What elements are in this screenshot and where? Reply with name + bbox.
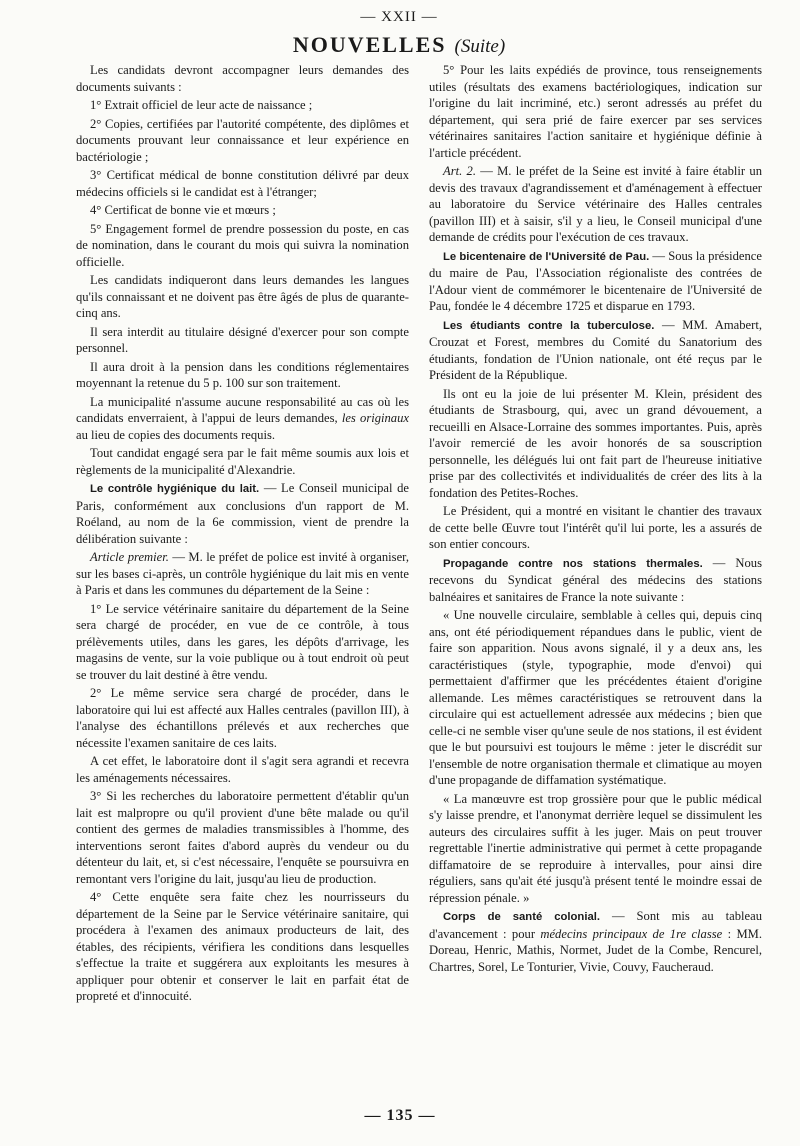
text: au lieu de copies des documents requis. <box>76 427 275 442</box>
italic-text: les originaux <box>341 411 409 425</box>
text: — Nous recevons du Syndicat général des médecins des stations balnéaires et sanitaires de France la note suivante : <box>429 555 762 604</box>
paragraph: Ils ont eu la joie de lui présenter M. Klein, président des étudiants de Strasbourg, qui, avec un grand dévouement, a recueilli en Alsace-Lorraine des sommes importantes. Puis, après l'avoir remercié de les avoir honorés de sa souscription personnelle, les délégués lui ont fait part de l'heureuse initiative prise par des collectivités et individualités de créer des lits à la fondation des Petites-Roches. <box>429 386 762 500</box>
paragraph: Le Président, qui a montré en visitant le chantier des travaux de cette belle Œuvre tout l'intérêt qu'il lui porte, les a assurés de son entier concours. <box>429 504 762 551</box>
text: — Sous la présidence du maire de Pau, l'Association régionaliste des contrées de l'Adour vient de commémorer le bicentenaire de l'Université de Pau, fondée le 4 décembre 1725 et disparue en 1793. <box>429 248 762 313</box>
article-heading: Le contrôle hygiénique du lait. <box>90 483 260 495</box>
paragraph: Il sera interdit au titulaire désigné d'exercer pour son compte personnel. <box>76 324 409 355</box>
article-heading: Propagande contre nos stations thermales. <box>443 557 703 570</box>
italic-text: médecins principaux de 1re classe <box>540 926 723 941</box>
text: — Le Conseil municipal de Paris, conformément aux conclusions d'un rapport de M. Roéland, au nom de la 6e commission, vient de prendre la délibération suivante : <box>76 481 409 546</box>
article-heading: Les étudiants contre la tuberculose. <box>443 319 655 332</box>
paragraph <box>429 317 762 384</box>
title-main: NOUVELLES <box>292 32 447 57</box>
paragraph <box>76 549 409 599</box>
paragraph: 2° Copies, certifiées par l'autorité compétente, des diplômes et documents prouvant leur connaissance et leur expérience en bactériologie ; <box>76 116 409 164</box>
paragraph: « La manœuvre est trop grossière pour que le public médical s'y laisse prendre, et l'anonymat derrière lequel se dissimulent les auteurs des circulaires suffit à les juger. Mais on peut trouver regrettable l'inertie administrative qui permet à cette propagande diffamatoire de se reproduire à intervalles, pour ainsi dire réguliers, sans qu'ait été jusqu'à présent tenté le moindre essai de répression pénale. » <box>429 791 762 905</box>
paragraph <box>76 480 409 547</box>
article-heading: Le bicentenaire de l'Université de Pau. <box>443 250 650 263</box>
page-number: — 135 — <box>364 1107 436 1124</box>
paragraph: 5° Pour les laits expédiés de province, tous renseignements utiles (résultats des examens bactériologiques, indication sur l'origine du lait incriminé, etc.) seront adressés au préfet du département, qui sera prié de faire exercer par ses services vétérinaires sanitaires l'action sanitaire et hygiénique définie à l'article précédent. <box>429 63 762 160</box>
paragraph: 4° Cette enquête sera faite chez les nourrisseurs du département de la Seine par le Service vétérinaire sanitaire, qui procédera à l'examen des animaux producteurs de lait, des étables, des récipients, vérifiera les conditions dans lesquelles s'effectue la traite et suggérera aux exploitants les mesures à appliquer pour obtenir et conserver le lait en parfait état de propreté et d'innocuité. <box>76 890 409 1003</box>
italic-heading: Art. 2. <box>443 164 476 178</box>
paragraph: « Une nouvelle circulaire, semblable à celles qui, depuis cinq ans, ont été périodiquement répandues dans le public, vient de faire son apparition. Nous avons signalé, il y a deux ans, les caractéristiques (style, typographie, mode d'envoi) qui permettaient d'affirmer que les précédentes étaient d'origine allemande. Les mêmes caractéristiques se retrouvent dans la circulaire qui est actuellement adressée aux médecins ; bien que celle-ci ne semble viser qu'une seule de nos stations, il est évident que le but poursuivi est toujours le même : jeter le discrédit sur l'ensemble de notre organisation thermale et climatique au moyen d'une propagande de diffamation systématique. <box>429 608 762 787</box>
text: : MM. Doreau, Henric, Mathis, Normet, Judet de la Combe, Rencurel, Chartres, Sorel, Le Tonturier, Vivie, Couvy, Faucheraud. <box>429 926 763 974</box>
paragraph: A cet effet, le laboratoire dont il s'agit sera agrandi et recevra les aménagements nécessaires. <box>76 754 409 785</box>
paragraph: 2° Le même service sera chargé de procéder, dans le laboratoire qui lui est affecté aux Halles centrales (pavillon III), à l'analyse des échantillons prélevés et aux recherches que nécessite l'examen sanitaire de ces laits. <box>76 686 409 750</box>
paragraph: 4° Certificat de bonne vie et mœurs ; <box>90 203 276 217</box>
paragraph: 5° Engagement formel de prendre possession du poste, en cas de nomination, dans le courant du mois qui suivra la nomination officielle. <box>76 221 409 269</box>
section-title <box>36 28 762 62</box>
right-column <box>429 62 762 1007</box>
paragraph: 3° Certificat médical de bonne constitution délivré par deux médecins officiels si le candidat est à l'étranger; <box>76 168 409 199</box>
paragraph: 1° Le service vétérinaire sanitaire du département de la Seine sera chargé de procéder, en vue de ce contrôle, à tous prélèvements utiles, dans les gares, les dépôts d'arrivage, les magasins de vente, sur la voie publique ou à tout endroit où peut se trouver du lait destiné à être vendu. <box>76 601 409 682</box>
paragraph <box>429 163 762 246</box>
paragraph: Les candidats indiqueront dans leurs demandes les langues qu'ils connaissant et ne doivent pas être âgés de plus de quarante-cinq ans. <box>76 273 409 320</box>
text: — M. le préfet de police est invité à organiser, sur les bases ci-après, un contrôle hygiénique du lait mis en vente à Paris et dans les communes du département de la Seine : <box>76 550 409 597</box>
text: — Sont mis au tableau d'avancement : pour <box>429 909 762 941</box>
text: La municipalité n'assume aucune responsabilité au cas où les candidats enverraient, à l'appui de leurs demandes, <box>76 394 409 425</box>
paragraph: Il aura droit à la pension dans les conditions réglementaires moyennant la retenue du 5 p. 100 sur son traitement. <box>76 359 409 390</box>
roman-page-number: — XXII — <box>360 9 438 25</box>
title-suite: (Suite) <box>454 36 506 57</box>
paragraph <box>429 555 762 606</box>
paragraph: 1° Extrait officiel de leur acte de naissance ; <box>90 98 313 112</box>
italic-heading: Article premier. <box>90 550 169 564</box>
paragraph: 3° Si les recherches du laboratoire permettent d'établir qu'un lait est malpropre ou qu'il provient d'une bête malade ou qu'il contient des germes de maladies transmissibles à l'homme, des interventions seront faites d'abord auprès du vendeur ou du détenteur du lait, et, si c'est nécessaire, l'enquête se poursuivra en remontant vers l'origine du lait, jusqu'au lieu de production. <box>76 789 409 886</box>
text: — MM. Amabert, Crouzat et Forest, membres du Comité du Sanatorium des étudiants, fondation de l'Union nationale, ont été reçus par le Président de la République. <box>429 317 762 382</box>
columns <box>76 62 762 1007</box>
paragraph <box>76 394 409 444</box>
left-column <box>76 62 409 1007</box>
article-heading: Corps de santé colonial. <box>443 911 601 923</box>
paragraph <box>429 248 762 315</box>
paragraph: Les candidats devront accompagner leurs demandes des documents suivants : <box>76 63 409 94</box>
paragraph <box>429 908 762 975</box>
text: — M. le préfet de la Seine est invité à faire établir un devis des travaux d'agrandissement et d'aménagement à effectuer au laboratoire du Service vétérinaire des Halles centrales (pavillon III) et à saisir, s'il y a lieu, le Conseil municipal d'une demande de crédits pour l'exécution de ces travaux. <box>429 164 762 244</box>
paragraph: Tout candidat engagé sera par le fait même soumis aux lois et règlements de la municipalité d'Alexandrie. <box>76 446 409 477</box>
